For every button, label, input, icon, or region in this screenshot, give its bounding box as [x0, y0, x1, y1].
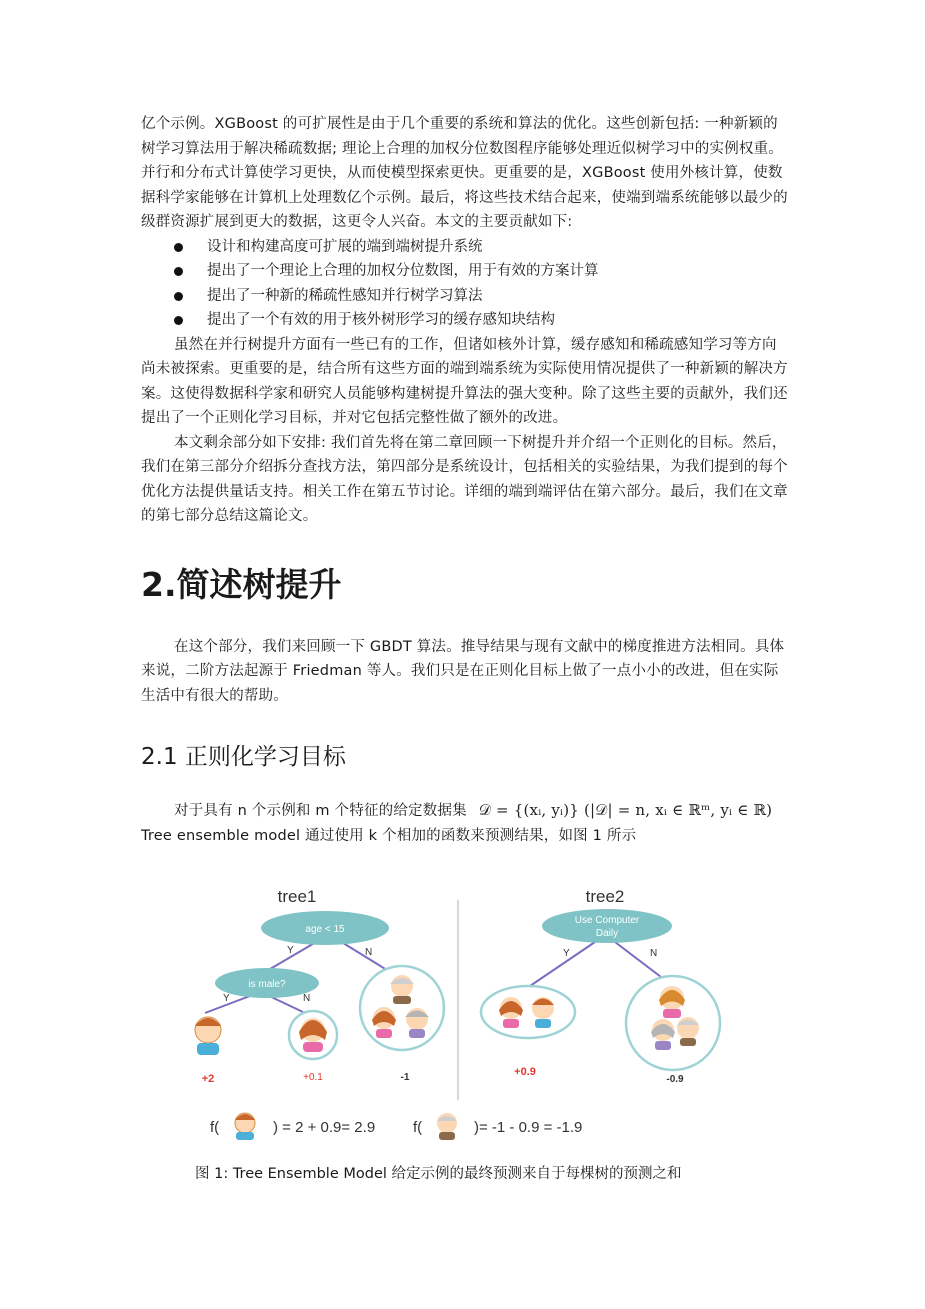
yes-label: Y [563, 948, 570, 959]
leaf-score: +2 [201, 1073, 215, 1085]
tree-ensemble-figure [185, 880, 840, 1150]
dataset-formula: 𝒟 = {(xᵢ, yᵢ)} (|𝒟| = n, xᵢ ∈ ℝᵐ, yᵢ ∈ ℝ) [478, 801, 773, 819]
boy-icon [235, 1113, 255, 1140]
root-condition: age < 15 [305, 924, 345, 935]
no-label: N [365, 947, 373, 958]
prediction-prefix: f( [413, 1119, 423, 1136]
bullet-icon [174, 316, 183, 325]
root-condition-line1: Use Computer [574, 915, 640, 926]
list-item: 提出了一个有效的用于核外树形学习的缓存感知块结构 [141, 308, 791, 333]
paragraph-intro: 亿个示例。XGBoost 的可扩展性是由于几个重要的系统和算法的优化。这些创新包括: 一种新颖的树学习算法用于解决稀疏数据; 理论上合理的加权分位数图程序能够处理近似树学习中的实例权重。并行和分布式计算使学习更快，从而使模型探索更快。更重要的是，XGBoost 使用外核计算，使数据科学家能够在计算机上处理数亿个示例。最后，将这些技术结合起来，使端到端系统能够以最少的级群资源扩展到更大的数据，这更令人兴奋。本文的主要贡献如下: [141, 116, 788, 230]
prediction-prefix: f( [210, 1119, 220, 1136]
split-condition: is male? [248, 979, 286, 990]
leaf-node [481, 986, 575, 1038]
bullet-icon [174, 267, 183, 276]
boy-icon [195, 1017, 221, 1055]
paragraph-outline: 本文剩余部分如下安排: 我们首先将在第二章回顾一下树提升并介绍一个正则化的目标。然后，我们在第三部分介绍拆分查找方法，第四部分是系统设计，包括相关的实验结果，为我们提到的每个优化方法提供量话支持。相关工作在第五节讨论。详细的端到端评估在第六部分。最后，我们在文章的第七部分总结这篇论文。 [141, 434, 788, 524]
leaf-score: +0.1 [303, 1072, 323, 1083]
tree-ensemble-diagram [185, 880, 840, 1150]
figure-caption: 图 1: Tree Ensemble Model 给定示例的最终预测来自于每棵树的预测之和 [195, 1166, 682, 1182]
bullet-icon [174, 292, 183, 301]
yes-label: Y [223, 993, 230, 1004]
list-item: 提出了一个理论上合理的加权分位数图，用于有效的方案计算 [141, 259, 791, 284]
subsection-heading: 2.1 正则化学习目标 [141, 744, 346, 770]
leaf-score: -1 [400, 1072, 410, 1083]
leaf-score: -0.9 [666, 1074, 684, 1085]
list-item: 提出了一种新的稀疏性感知并行树学习算法 [141, 284, 791, 309]
root-condition-line2: Daily [595, 928, 619, 939]
document-body [141, 112, 791, 848]
bullet-icon [174, 243, 183, 252]
yes-label: Y [287, 945, 294, 956]
prediction-boy: ) = 2 + 0.9= 2.9 [273, 1119, 376, 1136]
girl-icon [299, 1018, 327, 1052]
paragraph-ensemble: Tree ensemble model 通过使用 k 个相加的函数来预测结果，如图 1 所示 [141, 827, 637, 844]
leaf-score: +0.9 [514, 1066, 536, 1078]
tree1-label: tree1 [277, 887, 317, 906]
paragraph-related-work: 虽然在并行树提升方面有一些已有的工作，但诸如核外计算，缓存感知和稀疏感知学习等方向尚未被探索。更重要的是，结合所有这些方面的端到端系统为实际使用情况提供了一种新颖的解决方案。这使得数据科学家和研究人员能够构建树提升算法的强大变种。除了这些主要的贡献外，我们还提出了一个正则化学习目标，并对它包括完整性做了额外的改进。 [141, 336, 788, 426]
prediction-grandpa: )= -1 - 0.9 = -1.9 [474, 1119, 583, 1136]
section-heading: 2.简述树提升 [141, 564, 342, 604]
edge [615, 942, 665, 980]
no-label: N [303, 993, 311, 1004]
contribution-list [141, 235, 791, 333]
paragraph-section2-intro: 在这个部分，我们来回顾一下 GBDT 算法。推导结果与现有文献中的梯度推进方法相同。具体来说，二阶方法起源于 Friedman 等人。我们只是在正则化目标上做了一点小小的改进，但在实际生活中有很大的帮助。 [141, 638, 785, 704]
grandpa-icon [437, 1113, 457, 1140]
no-label: N [650, 948, 658, 959]
list-item: 设计和构建高度可扩展的端到端树提升系统 [141, 235, 791, 260]
paragraph-dataset: 对于具有 n 个示例和 m 个特征的给定数据集 𝒟 = {(xᵢ, yᵢ)} (|𝒟| = n, xᵢ ∈ ℝᵐ, yᵢ ∈ ℝ) [174, 801, 773, 819]
tree2-label: tree2 [585, 887, 625, 906]
